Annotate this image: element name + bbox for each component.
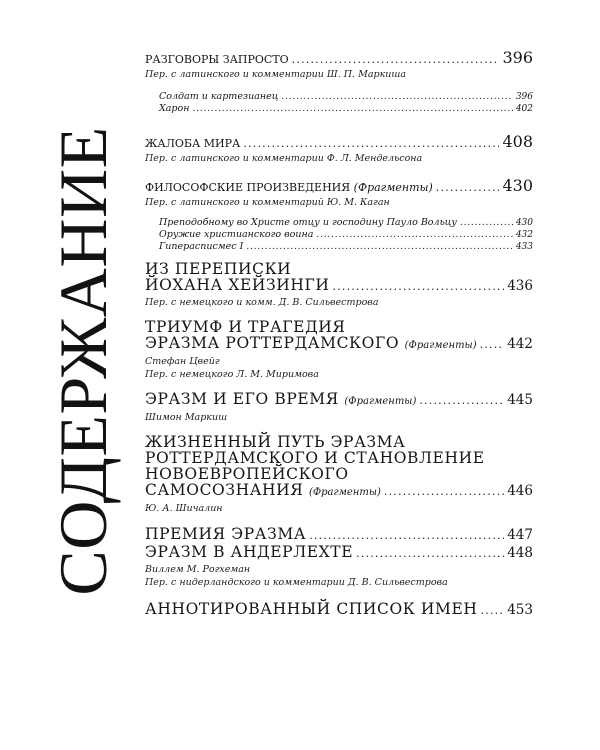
page-title — [44, 40, 122, 682]
toc-entry-page: 442 — [507, 336, 533, 352]
toc-entry-fragments: (Фрагменты) — [308, 487, 381, 498]
toc-entry-title: ПРЕМИЯ ЭРАЗМА — [145, 525, 307, 543]
toc-entry-row[interactable] — [145, 601, 533, 619]
toc-entry — [145, 319, 533, 380]
toc-entry-credit: Шимон Маркиш — [145, 412, 228, 423]
toc-entry-page: 430 — [502, 176, 533, 195]
toc-entry — [145, 261, 533, 308]
toc-leader — [480, 336, 505, 353]
toc-entry-row[interactable] — [145, 132, 533, 151]
toc-leader — [436, 181, 500, 194]
toc-leader — [460, 218, 513, 228]
toc-subentry-title: Преподобному во Христе отцу и господину Пауло Вольцу — [159, 217, 457, 228]
toc-entry-credit: Стефан Цвейг — [145, 356, 220, 367]
toc-entry — [145, 544, 533, 588]
toc-entry-fragments: (Фрагменты) — [404, 340, 477, 351]
toc-entry-row[interactable] — [145, 544, 533, 562]
toc-entry-credit: Пер. с немецкого Л. М. Миримова — [145, 369, 319, 380]
toc-entry-row[interactable] — [145, 48, 533, 67]
toc-entry-credit: Пер. с латинского и комментарий Ю. М. Каган — [145, 197, 390, 208]
toc-leader — [309, 527, 504, 544]
toc-entry-row[interactable] — [145, 482, 533, 501]
toc-entry — [145, 391, 533, 423]
toc-leader — [246, 242, 512, 252]
toc-entry-title: ЖАЛОБА МИРА — [145, 137, 241, 150]
toc-entry — [145, 132, 533, 164]
toc-leader — [292, 53, 500, 66]
toc-entry-title-line: НОВОЕВРОПЕЙСКОГО — [145, 465, 349, 483]
toc-entry-row[interactable] — [145, 391, 533, 410]
toc-entry-title: ФИЛОСОФСКИЕ ПРОИЗВЕДЕНИЯ — [145, 181, 351, 194]
toc-entry-title: РАЗГОВОРЫ ЗАПРОСТО — [145, 53, 289, 66]
toc-entry-title-line: РОТТЕРДАМСКОГО И СТАНОВЛЕНИЕ — [145, 449, 485, 467]
toc-entry-title-line: ЙОХАНА ХЕЙЗИНГИ — [145, 276, 330, 294]
toc-entry-title-line: ИЗ ПЕРЕПИСКИ — [145, 260, 292, 278]
toc-entry-row[interactable] — [145, 335, 533, 354]
toc-entry-row[interactable] — [145, 176, 533, 195]
toc-subentry-title: Гиперасписмес I — [159, 241, 244, 252]
toc-entry-page: 447 — [507, 527, 533, 543]
toc-entry — [145, 176, 533, 252]
toc-entry-title-line: ТРИУМФ И ТРАГЕДИЯ — [145, 318, 346, 336]
toc-leader — [333, 278, 505, 295]
toc-entry — [145, 48, 533, 114]
toc-leader — [281, 92, 512, 102]
toc-entry-row[interactable] — [145, 526, 533, 544]
toc-entry-page: 445 — [507, 392, 533, 408]
toc-entry-fragments: (Фрагменты) — [353, 181, 433, 194]
toc-leader — [481, 602, 505, 619]
toc-subentry-row[interactable] — [145, 241, 533, 252]
toc-leader — [384, 483, 504, 500]
toc-entry-page: 396 — [502, 48, 533, 67]
toc-entry-credit: Ю. А. Шичалин — [145, 503, 223, 514]
toc-subentry-row[interactable] — [145, 217, 533, 228]
toc-entry-page: 446 — [507, 483, 533, 499]
toc-subentry-title: Солдат и картезианец — [159, 91, 279, 102]
toc-entry — [145, 526, 533, 544]
toc-leader — [419, 392, 504, 409]
toc-entry-title-line: ЖИЗНЕННЫЙ ПУТЬ ЭРАЗМА — [145, 433, 406, 451]
toc-entry-page: 408 — [502, 132, 533, 151]
table-of-contents — [145, 48, 533, 619]
toc-subentry-page: 402 — [515, 104, 533, 114]
toc-leader — [193, 104, 513, 114]
toc-entry-title-line: ЭРАЗМА РОТТЕРДАМСКОГО — [145, 334, 400, 352]
toc-entry-row[interactable] — [145, 277, 533, 295]
toc-entry-credit: Пер. с немецкого и комм. Д. В. Сильвестрова — [145, 297, 379, 308]
toc-entry-title: ЭРАЗМ В АНДЕРЛЕХТЕ — [145, 543, 354, 561]
toc-entry — [145, 434, 533, 514]
toc-leader — [243, 137, 499, 150]
toc-entry — [145, 601, 533, 619]
toc-subentry-page: 433 — [515, 242, 533, 252]
toc-leader — [316, 230, 512, 240]
toc-entry-title: ЭРАЗМ И ЕГО ВРЕМЯ — [145, 390, 339, 408]
toc-leader — [356, 545, 504, 562]
toc-subentry-page: 396 — [515, 92, 533, 102]
toc-entry-credit: Пер. с нидерландского и комментарии Д. В. Сильвестрова — [145, 577, 448, 588]
toc-subentry-title: Харон — [159, 103, 190, 114]
toc-entry-credit: Виллем М. Рогхеман — [145, 564, 251, 575]
toc-entry-title: АННОТИРОВАННЫЙ СПИСОК ИМЕН — [145, 600, 478, 618]
toc-entry-credit: Пер. с латинского и комментарии Ф. Л. Мендельсона — [145, 153, 423, 164]
toc-entry-page: 448 — [507, 545, 533, 561]
toc-subentry-page: 430 — [515, 218, 533, 228]
toc-subentry-row[interactable] — [145, 91, 533, 102]
toc-subentry-page: 432 — [515, 230, 533, 240]
toc-subentry-row[interactable] — [145, 229, 533, 240]
toc-entry-page: 436 — [507, 278, 533, 294]
toc-entry-fragments: (Фрагменты) — [344, 396, 417, 407]
page-title-text: СОДЕРЖАНИЕ — [45, 126, 121, 596]
toc-subentry-row[interactable] — [145, 103, 533, 114]
toc-entry-credit: Пер. с латинского и комментарии Ш. П. Маркиша — [145, 69, 407, 80]
toc-entry-title-line: САМОСОЗНАНИЯ — [145, 481, 304, 499]
toc-subentry-title: Оружие христианского воина — [159, 229, 314, 240]
toc-entry-page: 453 — [507, 602, 533, 618]
